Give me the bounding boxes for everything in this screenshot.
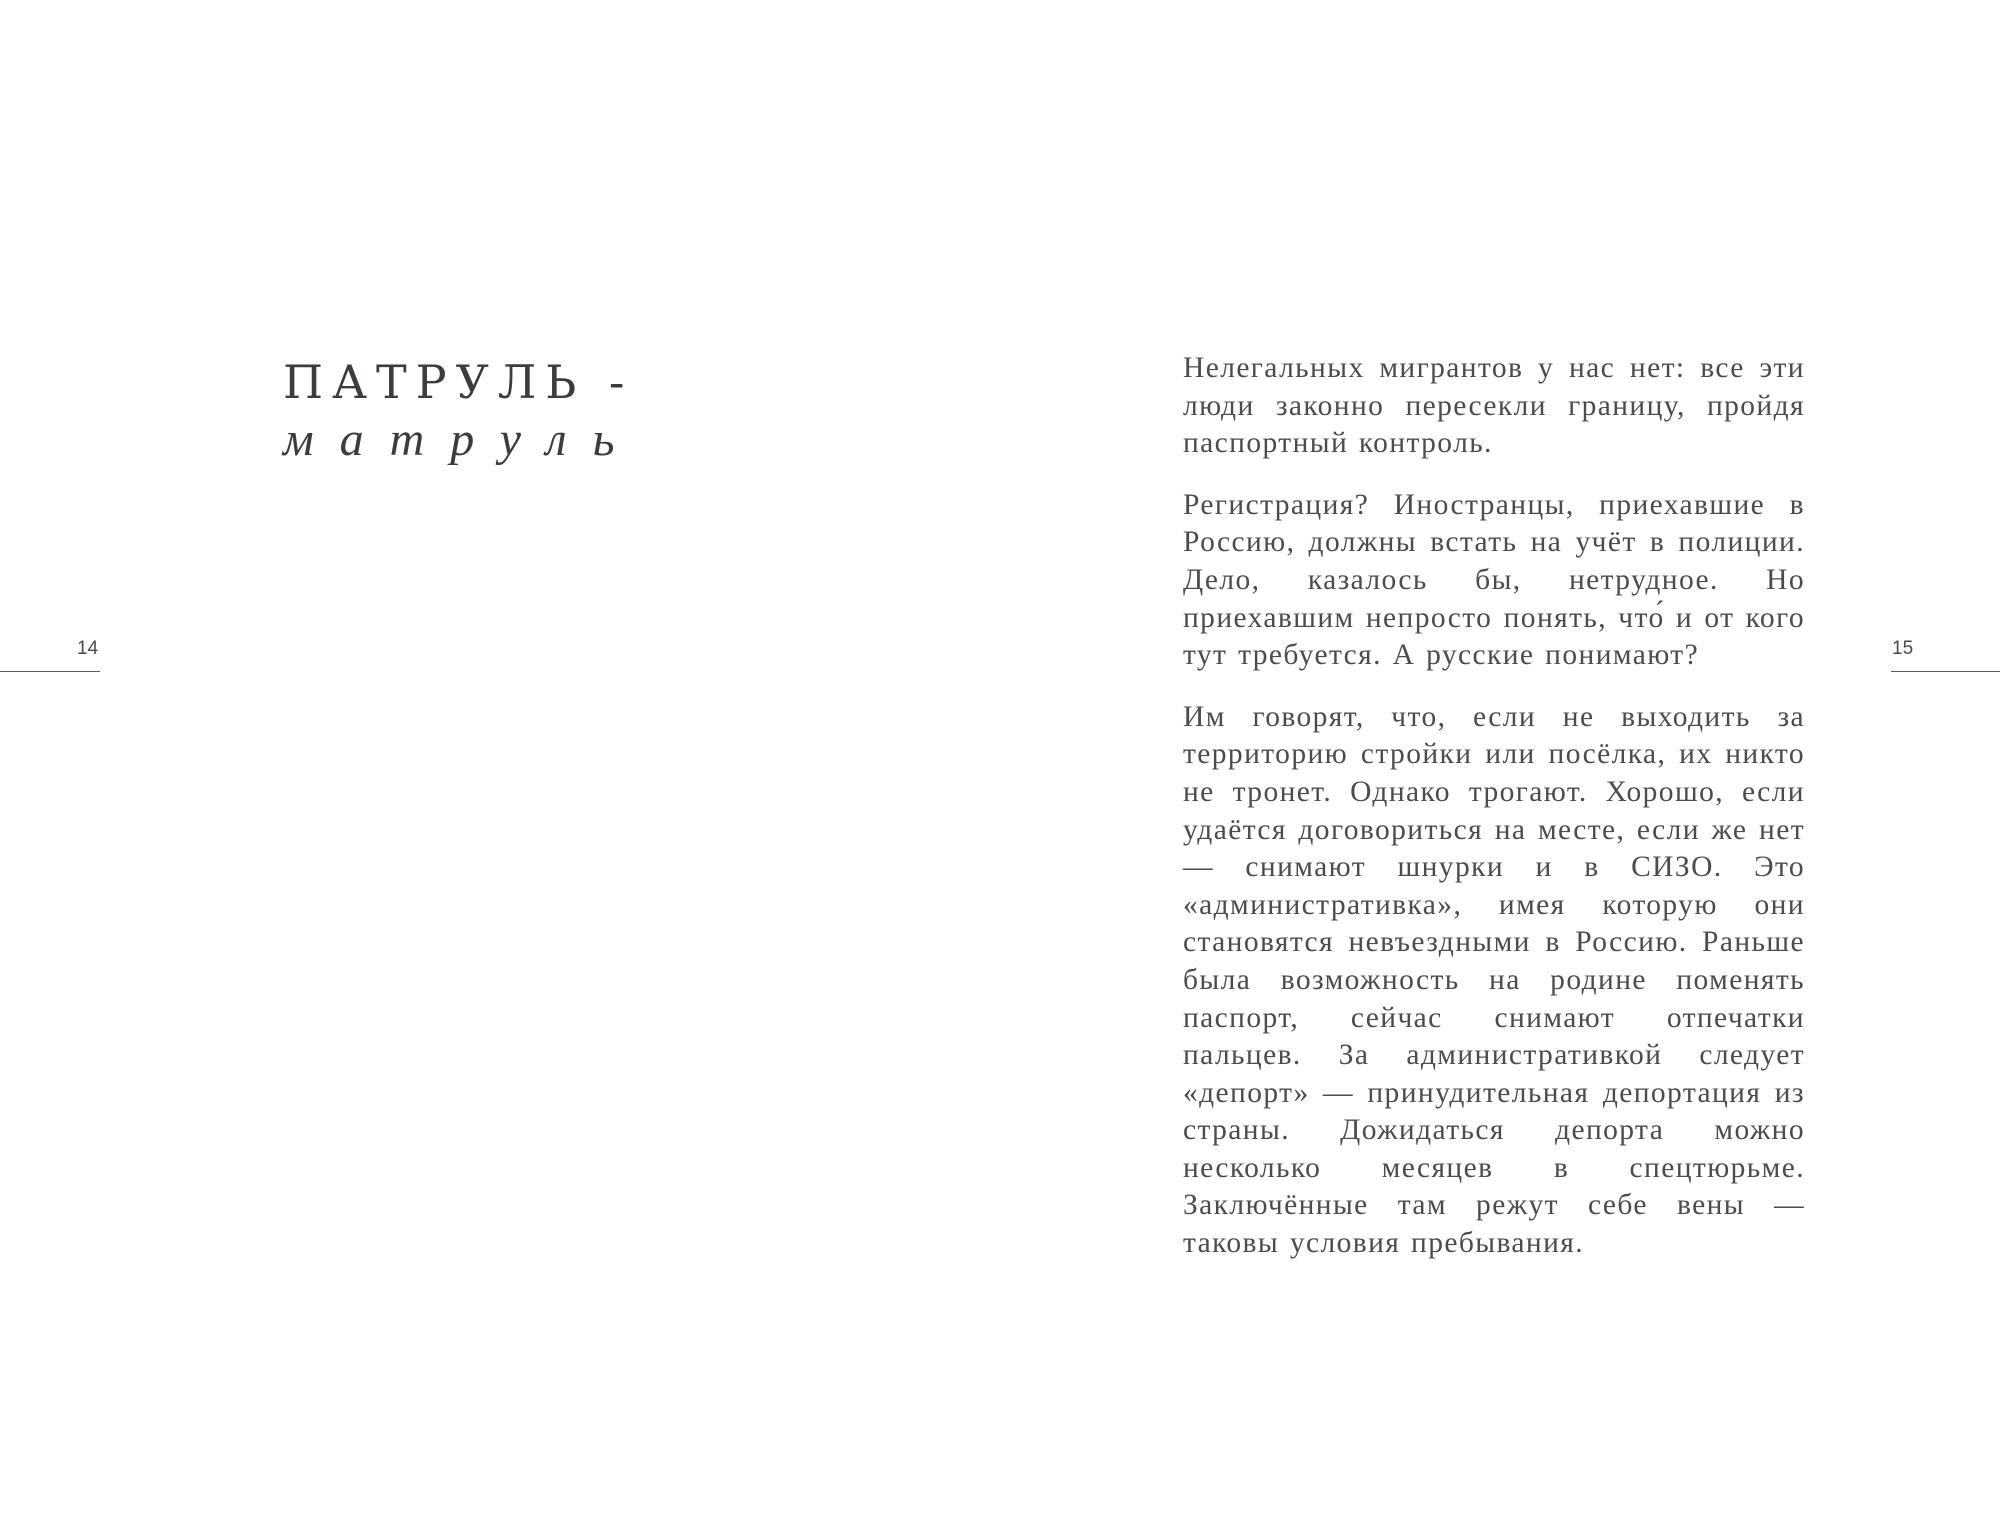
- chapter-title: [283, 352, 783, 470]
- paragraph: Регистрация? Иностранцы, приехавшие в Россию, должны встать на учёт в полиции. Дело, казалось бы, нетрудное. Но приехавшим непросто понять, что́ и от кого тут требуется. А русские понимают?: [1183, 488, 1805, 672]
- page-number-rule-left: [0, 671, 100, 672]
- body-text: [1183, 350, 1805, 1287]
- chapter-title-line2: матруль: [283, 413, 641, 466]
- chapter-title-line1: ПАТРУЛЬ -: [283, 355, 634, 409]
- paragraph: Им говорят, что, если не выходить за территорию стройки или посёлка, их никто не тронет. Однако трогают. Хорошо, если удаётся договориться на месте, если же нет — снимают шнурки и в СИЗО. Это «административка», имея которую они становятся невъездными в Россию. Раньше была возможность на родине поменять паспорт, сейчас снимают отпечатки пальцев. За административкой следует «депорт» — принудительная депортация из страны. Дожидаться депорта можно несколько месяцев в спецтюрьме. Заключённые там режут себе вены — таковы условия пребывания.: [1183, 700, 1805, 1260]
- page-number-left: 14: [77, 638, 99, 659]
- page-number-rule-right: [1891, 671, 2000, 672]
- paragraph: Нелегальных мигрантов у нас нет: все эти люди законно пересекли границу, пройдя паспортный контроль.: [1183, 352, 1805, 460]
- page-number-right: 15: [1892, 638, 1914, 659]
